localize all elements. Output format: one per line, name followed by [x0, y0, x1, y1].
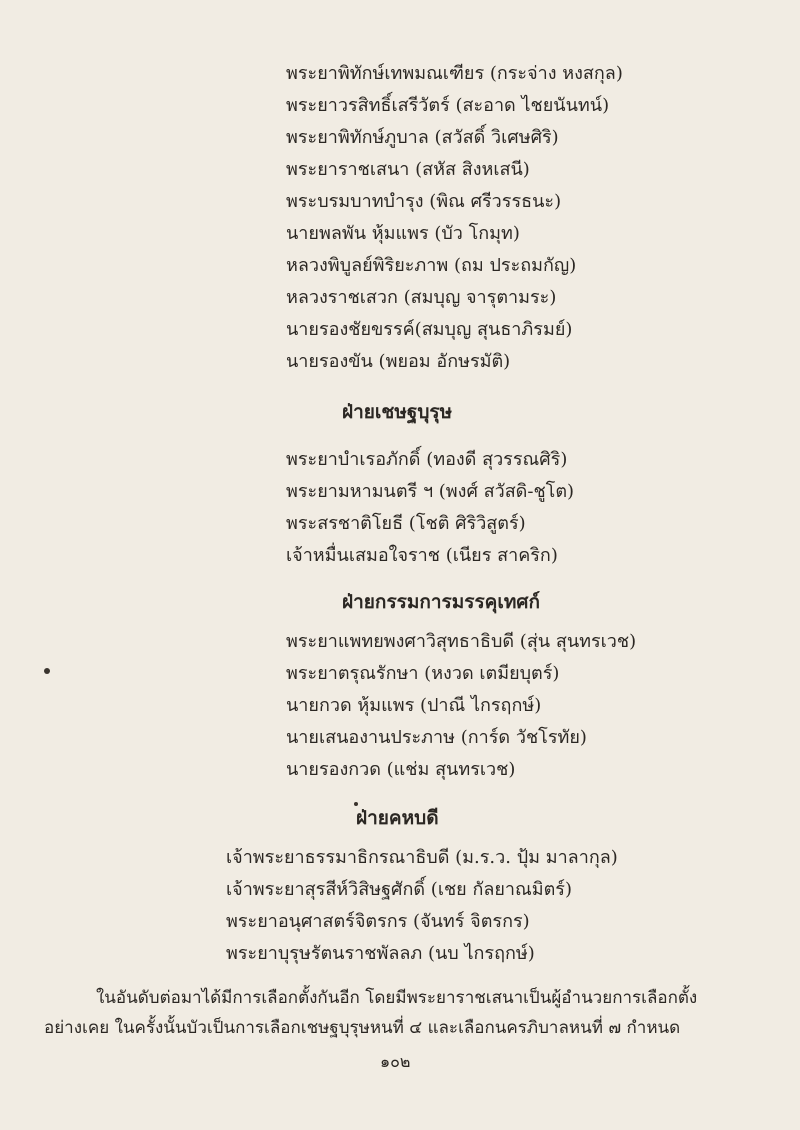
margin-dot: [44, 668, 50, 674]
section-heading: ฝ่ายกรรมการมรรคุเทศก์: [342, 591, 540, 613]
member-line: พระยาพิทักษ์ภูบาล (สวัสดิ์ วิเศษศิริ): [286, 127, 559, 148]
member-line: พระยาบำเรอภักดิ์ (ทองดี สุวรรณศิริ): [286, 449, 568, 470]
member-line: พระสรชาติโยธี (โชติ ศิริวิสูตร์): [286, 513, 526, 534]
member-line: นายพลพัน หุ้มแพร (บัว โกมุท): [286, 223, 520, 244]
body-paragraph-line: ในอันดับต่อมาได้มีการเลือกตั้งกันอีก โดยมีพระยาราชเสนาเป็นผู้อำนวยการเลือกตั้ง: [96, 988, 698, 1008]
member-line: หลวงพิบูลย์พิริยะภาพ (ถม ประถมกัญ): [286, 255, 577, 276]
member-line: นายรองขัน (พยอม อักษรมัติ): [286, 351, 511, 372]
member-line: เจ้าพระยาธรรมาธิกรณาธิบดี (ม.ร.ว. ปุ้ม มาลากุล): [226, 847, 618, 868]
member-line: หลวงราชเสวก (สมบุญ จารุตามระ): [286, 287, 557, 308]
member-line: พระยาราชเสนา (สหัส สิงหเสนี): [286, 159, 530, 180]
member-line: นายรองชัยขรรค์(สมบุญ สุนธาภิรมย์): [286, 319, 573, 340]
section-heading: ฝ่ายคหบดี: [356, 807, 439, 829]
member-line: พระยามหามนตรี ฯ (พงศ์ สวัสดิ-ชูโต): [286, 481, 575, 502]
member-line: เจ้าพระยาสุรสีห์วิสิษฐศักดิ์ (เชย กัลยาณมิตร์): [226, 879, 572, 900]
member-line: เจ้าหมื่นเสมอใจราช (เนียร สาคริก): [286, 545, 558, 566]
section-heading: ฝ่ายเชษฐบุรุษ: [342, 401, 453, 423]
member-line: พระบรมบาทบำรุง (พิณ ศรีวรรธนะ): [286, 191, 562, 212]
member-line: นายกวด หุ้มแพร (ปาณี ไกรฤกษ์): [286, 695, 542, 716]
member-line: พระยาอนุศาสตร์จิตรกร (จันทร์ จิตรกร): [226, 911, 530, 932]
page-number: ๑๐๒: [380, 1052, 411, 1071]
member-line: พระยาแพทยพงศาวิสุทธาธิบดี (สุ่น สุนทรเวช): [286, 631, 637, 652]
body-paragraph-line: อย่างเคย ในครั้งนั้นบัวเป็นการเลือกเชษฐบุรุษหนที่ ๔ และเลือกนครภิบาลหนที่ ๗ กำหนด: [44, 1018, 681, 1038]
member-line: นายเสนองานประภาษ (การ์ด วัชโรทัย): [286, 727, 587, 748]
member-line: พระยาบุรุษรัตนราชพัลลภ (นบ ไกรฤกษ์): [226, 943, 535, 964]
member-line: พระยาตรุณรักษา (หงวด เตมียบุตร์): [286, 663, 560, 684]
member-line: พระยาวรสิทธิ์เสรีวัตร์ (สะอาด ไชยนันทน์): [286, 95, 610, 116]
member-line: พระยาพิทักษ์เทพมณเฑียร (กระจ่าง หงสกุล): [286, 63, 623, 84]
member-line: นายรองกวด (แช่ม สุนทรเวช): [286, 759, 516, 780]
